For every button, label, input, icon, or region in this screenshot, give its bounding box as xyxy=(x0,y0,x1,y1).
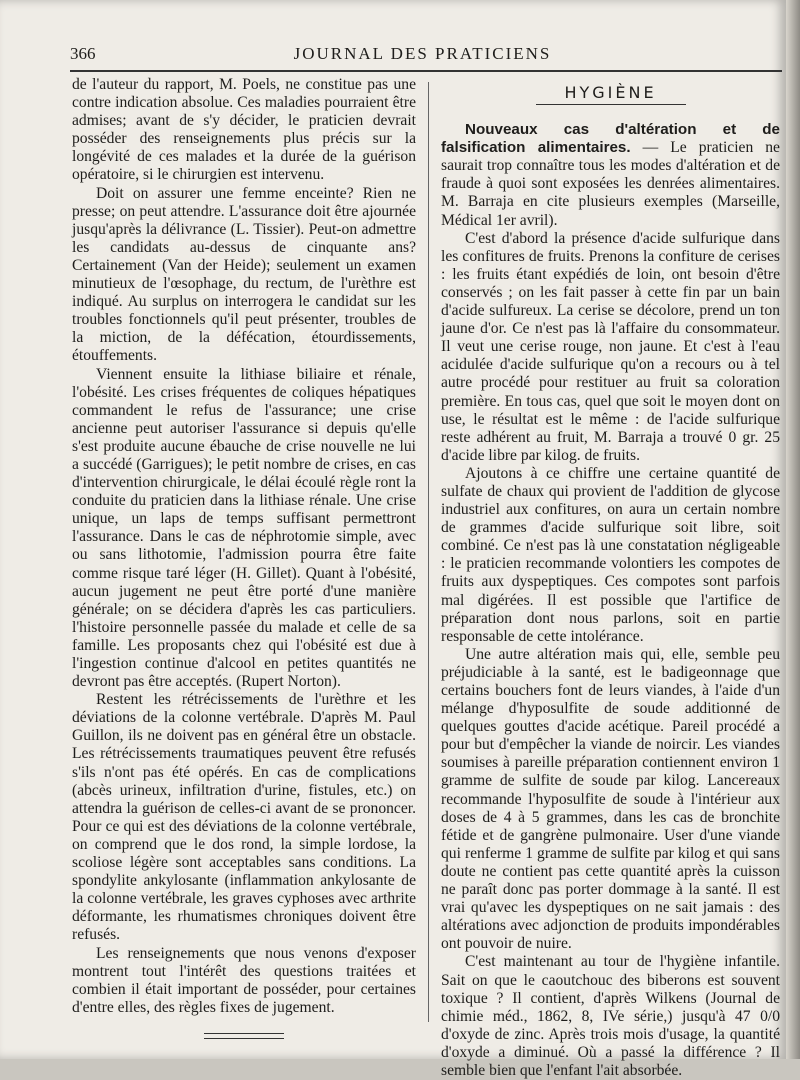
paragraph-meat-treatment: Une autre altération mais qui, elle, semble peu préjudiciable à la santé, est le badigeonnage que certains bouchers font de leurs viandes, à l'aide d'un mélange d'hyposulfite de soude additionné de quelques gouttes d'acide acétique. Pareil procédé a pour but d'empêcher la viande de noircir. Les viandes soumises à pareille préparation contiennent environ 1 gramme de sulfite de soude par kilog. Lancereaux recommande l'hyposulfite de soude à l'intérieur aux doses de 4 à 5 grammes, dans les cas de bronchite fétide et de gangrène pulmonaire. User d'une viande qui renferme 1 gramme de sulfite par kilog et qui sans doute ne contient pas cette quantité après la cuisson ne paraît donc pas porter dommage à la santé. Il est vrai qu'avec les dyspeptiques on ne sait jamais : des altérations avec adjonction de produits impondérables ont pouvoir de nuire. xyxy=(441,645,780,953)
page-edge xyxy=(786,0,800,1059)
paragraph-lithiasis-obesity: Viennent ensuite la lithiase biliaire et rénale, l'obésité. Les crises fréquentes de coliques hépatiques commandent le refus de l'assurance; une crise ancienne peut autoriser l'assurance si depuis qu'elle s'est produite aucune ébauche de crise nouvelle ne lui a succédé (Garrigues); le petit nombre de crises, en cas d'intervention chirurgicale, le délai écoulé règle ront la conduite du praticien dans la lithiase rénale. Une crise unique, un laps de temps suffisant permettront l'assurance. Dans le cas de néphrotomie simple, avec ou sans lithotomie, l'admission pourra être faite comme risque taré léger (H. Gillet). Quant à l'obésité, aucun jugement ne peut être porté d'une manière générale; on se décidera d'après les cas particuliers. l'histoire personnelle passée du malade et celle de sa famille. Les proposants chez qui l'obésité est due à l'ingestion continue d'alcool en petites quantités ne devront pas être acceptés. (Rupert Norton). xyxy=(72,365,416,691)
paragraph-continuation: de l'auteur du rapport, M. Poels, ne constitue pas une contre indication absolue. Ces maladies pourraient être admises; avant de s'y décider, le praticien devrait posséder des renseignements plus précis sur la longévité de ces malades et la durée de la guérison opératoire, si le chirurgien est intervenu. xyxy=(72,76,416,184)
paragraph-baby-bottles: C'est maintenant au tour de l'hygiène infantile. Sait on que le caoutchouc des biberons est souvent toxique ? Il contient, d'après Wilkens (Journal de chimie méd., 1862, 8, IVe série,) jusqu'à 47 0/0 d'oxyde de zinc. Après trois mois d'usage, la quantité d'oxyde a diminué. Où a passé la différence ? Il semble bien que l'enfant l'ait absorbée. xyxy=(441,953,780,1079)
paragraph-conclusion: Les renseignements que nous venons d'exposer montrent tout l'intérêt des questions traitées et combien il était important de posséder, pour certaines d'entre elles, des règles fixes de jugement. xyxy=(72,944,416,1016)
paragraph-strictures-spine: Restent les rétrécissements de l'urèthre et les déviations de la colonne vertébrale. D'après M. Paul Guillon, ils ne doivent pas en général être un obstacle. Les rétrécissements traumatiques peuvent être refusés s'ils n'ont pas été opérés. En cas de complications (abcès urineux, infiltration d'urine, fistules, etc.) on attendra la guérison de celles-ci avant de se prononcer. Pour ce qui est des déviations de la colonne vertébrale, on comprend que le dos rond, la simple lordose, la scoliose légère sont acceptables sans conditions. La spondylite ankylosante (inflammation ankylosante de la colonne vertébrale, les graves cyphoses avec arthrite déformante, les rhumatismes chroniques doivent être refusés. xyxy=(72,691,416,944)
running-head xyxy=(70,44,775,66)
paragraph-calcium-sulfate: Ajoutons à ce chiffre une certaine quantité de sulfate de chaux qui provient de l'addition de glycose industriel aux confitures, on aura un certain nombre de grammes d'acide sulfurique soit libre, soit combiné. Ce n'est pas là une constatation négligeable : le praticien recommande volontiers les compotes de fruits aux dyspeptiques. Ces compotes sont parfois mal digérées. Il est possible que l'artifice de préparation dont nous parlons, soit en partie responsable de cette intolérance. xyxy=(441,464,780,645)
paragraph-pregnancy-age: Doit on assurer une femme enceinte? Rien ne presse; on peut attendre. L'assurance doit être ajournée jusqu'après la délivrance (L. Tissier). Peut-on admettre les candidats au-dessus de cinquante ans? Certainement (Van der Heide); seulement un examen minutieux de l'œsophage, du rectum, de l'urèthre est indiqué. Au surplus on interrogera le candidat sur les troubles fonctionnels qu'il peut présenter, troubles de la miction, de la défécation, étourdissements, étouffements. xyxy=(72,184,416,365)
header-rule xyxy=(70,70,782,72)
section-title: HYGIÈNE xyxy=(564,83,657,102)
intro-text: — Le praticien ne saurait trop connaître tous les modes d'altération et de fraude à quoi sont exposées les denrées alimentaires. M. Barraja en cite plusieurs exemples (Marseille, Médical 1er avril). xyxy=(441,139,780,229)
section-rule xyxy=(536,104,686,105)
page-number: 366 xyxy=(70,44,96,63)
column-divider xyxy=(428,82,429,1022)
paragraph-intro xyxy=(441,121,780,230)
article-heading: Nouveaux cas d'altération et de falsification alimentaires. xyxy=(441,121,780,157)
right-column xyxy=(441,80,780,1080)
journal-title: JOURNAL DES PRATICIENS xyxy=(293,44,552,63)
paragraph-sulfuric-acid: C'est d'abord la présence d'acide sulfurique dans les confitures de fruits. Prenons la confiture de cerises : les fruits étant expédiés de loin, ont besoin d'être conservés ; on les fait passer à cette fin par un bain d'acide sulfureux. La cerise se décolore, prend un ton jaune d'or. Ce n'est pas là l'affaire du consommateur. Il veut une cerise rouge, non jaune. Et c'est à l'eau acidulée d'acide sulfurique qu'on a recours ou à tel autre procédé pour restituer au fruit sa coloration première. En tous cas, quel que soit le moyen dont on use, le résultat est le même : de l'acide sulfurique reste adhérent au fruit, M. Barraja a trouvé 0 gr. 25 d'acide libre par kilog. de fruits. xyxy=(441,229,780,464)
left-column xyxy=(72,76,416,1039)
article-end-rule xyxy=(204,1033,284,1039)
